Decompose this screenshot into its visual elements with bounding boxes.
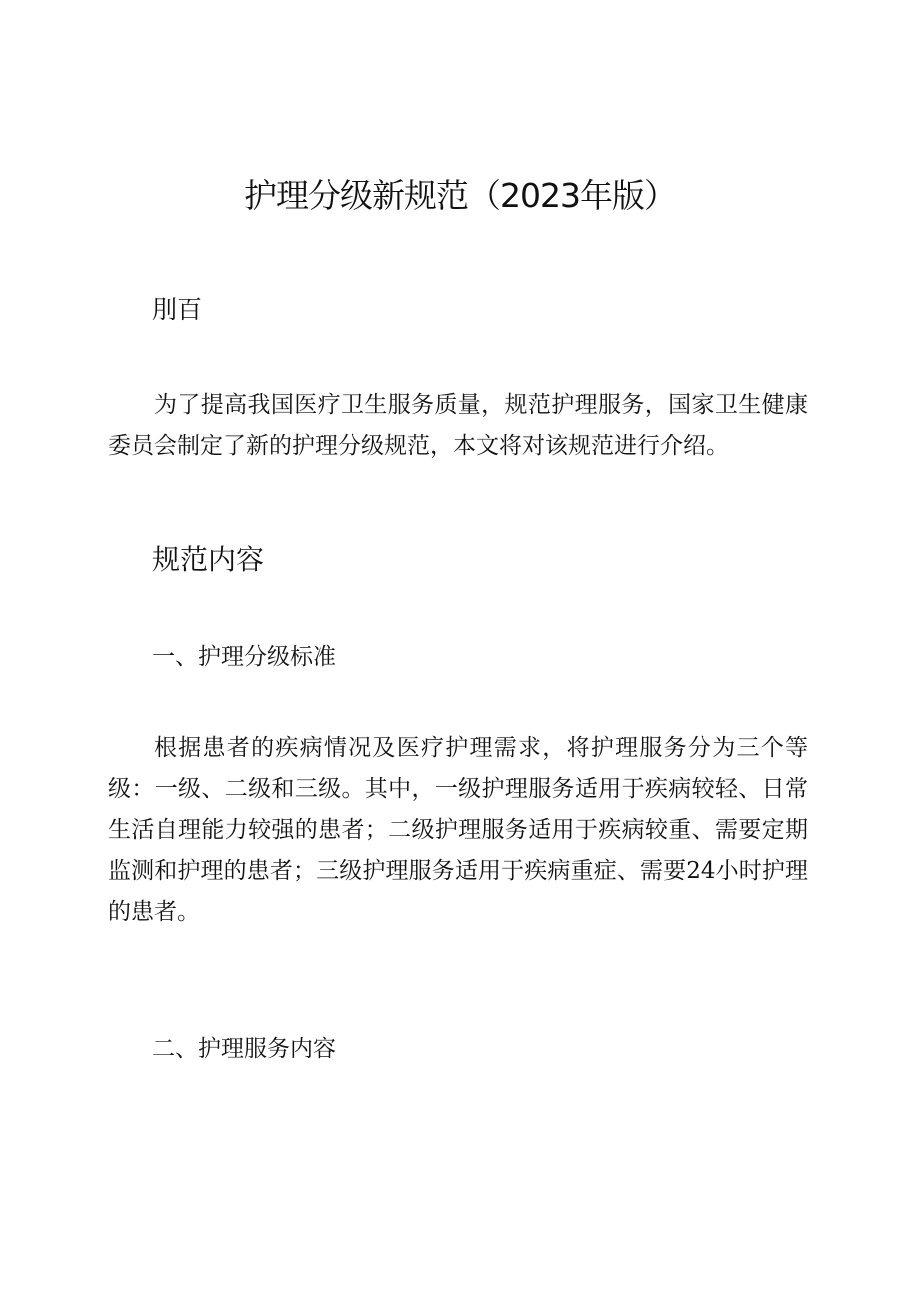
section2-heading: 二、护理服务内容 [152, 1036, 336, 1062]
preface-heading: 刖百 [152, 295, 203, 324]
section1-paragraph: 根据患者的疾病情况及医疗护理需求，将护理服务分为三个等级：一级、二级和三级。其中，一级护理服务适用于疾病较轻、日常生活自理能力较强的患者；二级护理服务适用于疾病较重、需要定期监测和护理的患者；三级护理服务适用于疾病重症、需要24小时护理的患者。 [108, 735, 808, 925]
intro-paragraph: 为了提高我国医疗卫生服务质量，规范护理服务，国家卫生健康委员会制定了新的护理分级规范，本文将对该规范进行介绍。 [108, 392, 808, 459]
content-heading: 规范内容 [152, 543, 265, 576]
document-title: 护理分级新规范（2023年版） [244, 176, 676, 215]
section1-heading: 一、护理分级标准 [152, 644, 336, 670]
